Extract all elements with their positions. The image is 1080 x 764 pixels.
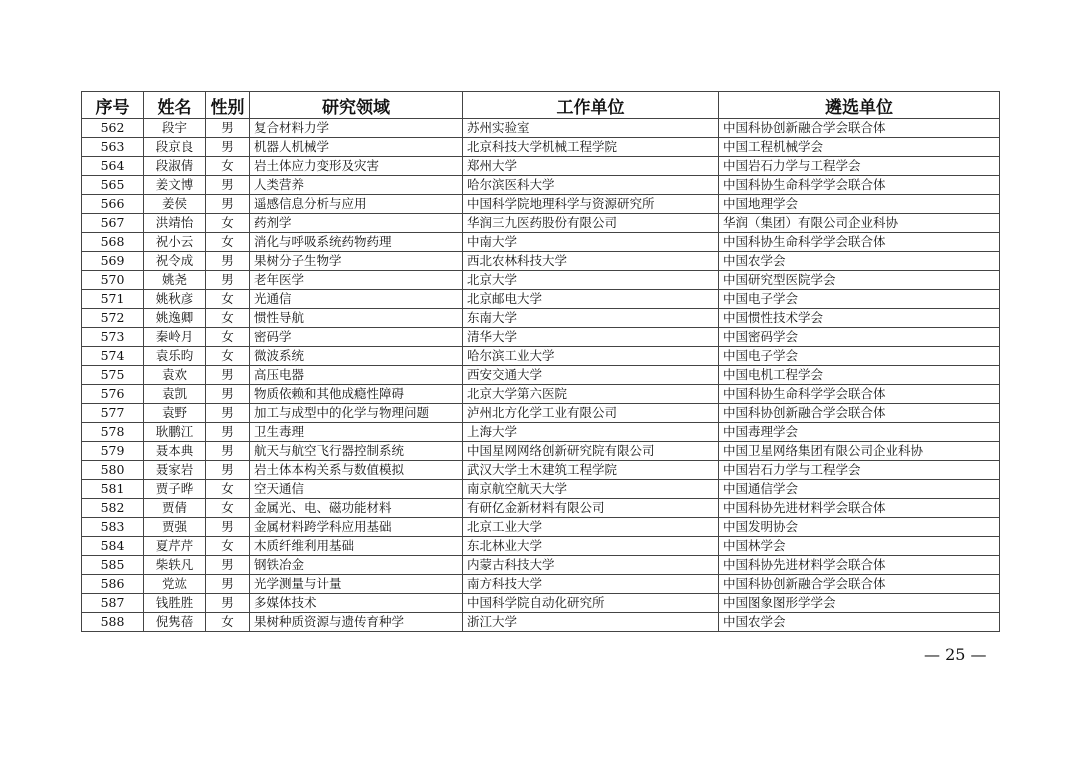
- table-row: [82, 575, 1000, 594]
- cell-gender: 女: [206, 233, 250, 252]
- cell-selection-unit: 中国地理学会: [719, 195, 1000, 214]
- cell-name: 姜文博: [144, 176, 206, 195]
- cell-research-field: 多媒体技术: [250, 594, 463, 613]
- cell-name: 袁欢: [144, 366, 206, 385]
- cell-index: 566: [82, 195, 144, 214]
- cell-research-field: 微波系统: [250, 347, 463, 366]
- cell-name: 姜侯: [144, 195, 206, 214]
- cell-name: 袁凯: [144, 385, 206, 404]
- cell-selection-unit: 中国发明协会: [719, 518, 1000, 537]
- cell-research-field: 药剂学: [250, 214, 463, 233]
- cell-index: 586: [82, 575, 144, 594]
- cell-index: 574: [82, 347, 144, 366]
- cell-name: 倪隽蓓: [144, 613, 206, 632]
- page-number: — 25 —: [924, 645, 987, 664]
- cell-research-field: 空天通信: [250, 480, 463, 499]
- cell-work-unit: 苏州实验室: [463, 119, 719, 138]
- cell-name: 聂家岩: [144, 461, 206, 480]
- cell-selection-unit: 中国农学会: [719, 252, 1000, 271]
- cell-work-unit: 北京大学第六医院: [463, 385, 719, 404]
- cell-selection-unit: 中国工程机械学会: [719, 138, 1000, 157]
- table-body: [82, 119, 1000, 632]
- cell-index: 588: [82, 613, 144, 632]
- cell-gender: 男: [206, 404, 250, 423]
- cell-selection-unit: 华润（集团）有限公司企业科协: [719, 214, 1000, 233]
- table-row: [82, 214, 1000, 233]
- cell-research-field: 老年医学: [250, 271, 463, 290]
- cell-work-unit: 内蒙古科技大学: [463, 556, 719, 575]
- table-row: [82, 404, 1000, 423]
- table-row: [82, 556, 1000, 575]
- table-row: [82, 138, 1000, 157]
- cell-work-unit: 北京邮电大学: [463, 290, 719, 309]
- cell-index: 573: [82, 328, 144, 347]
- cell-name: 聂本典: [144, 442, 206, 461]
- cell-gender: 女: [206, 290, 250, 309]
- table-row: [82, 423, 1000, 442]
- table-row: [82, 385, 1000, 404]
- cell-gender: 男: [206, 138, 250, 157]
- cell-gender: 男: [206, 442, 250, 461]
- cell-work-unit: 中国科学院自动化研究所: [463, 594, 719, 613]
- cell-selection-unit: 中国科协生命科学学会联合体: [719, 233, 1000, 252]
- table-row: [82, 442, 1000, 461]
- cell-index: 570: [82, 271, 144, 290]
- cell-selection-unit: 中国科协创新融合学会联合体: [719, 575, 1000, 594]
- cell-selection-unit: 中国科协先进材料学会联合体: [719, 556, 1000, 575]
- table-row: [82, 195, 1000, 214]
- cell-index: 579: [82, 442, 144, 461]
- table-row: [82, 252, 1000, 271]
- cell-work-unit: 浙江大学: [463, 613, 719, 632]
- cell-gender: 男: [206, 271, 250, 290]
- cell-gender: 男: [206, 119, 250, 138]
- cell-name: 段淑倩: [144, 157, 206, 176]
- cell-research-field: 复合材料力学: [250, 119, 463, 138]
- cell-name: 姚秋彦: [144, 290, 206, 309]
- cell-index: 585: [82, 556, 144, 575]
- cell-research-field: 岩土体本构关系与数值模拟: [250, 461, 463, 480]
- cell-work-unit: 上海大学: [463, 423, 719, 442]
- cell-research-field: 高压电器: [250, 366, 463, 385]
- cell-index: 583: [82, 518, 144, 537]
- cell-index: 582: [82, 499, 144, 518]
- table-row: [82, 518, 1000, 537]
- cell-selection-unit: 中国图象图形学学会: [719, 594, 1000, 613]
- cell-index: 572: [82, 309, 144, 328]
- cell-research-field: 岩土体应力变形及灾害: [250, 157, 463, 176]
- cell-research-field: 加工与成型中的化学与物理问题: [250, 404, 463, 423]
- cell-work-unit: 东北林业大学: [463, 537, 719, 556]
- cell-gender: 女: [206, 347, 250, 366]
- cell-name: 洪靖怡: [144, 214, 206, 233]
- cell-research-field: 木质纤维利用基础: [250, 537, 463, 556]
- cell-work-unit: 华润三九医药股份有限公司: [463, 214, 719, 233]
- cell-selection-unit: 中国卫星网络集团有限公司企业科协: [719, 442, 1000, 461]
- cell-selection-unit: 中国科协创新融合学会联合体: [719, 119, 1000, 138]
- header-work-unit: 工作单位: [463, 92, 719, 119]
- table-row: [82, 233, 1000, 252]
- cell-name: 贾倩: [144, 499, 206, 518]
- cell-gender: 男: [206, 575, 250, 594]
- cell-gender: 男: [206, 461, 250, 480]
- cell-index: 568: [82, 233, 144, 252]
- cell-research-field: 金属材料跨学科应用基础: [250, 518, 463, 537]
- cell-work-unit: 东南大学: [463, 309, 719, 328]
- cell-gender: 男: [206, 366, 250, 385]
- cell-index: 576: [82, 385, 144, 404]
- cell-selection-unit: 中国岩石力学与工程学会: [719, 461, 1000, 480]
- cell-research-field: 卫生毒理: [250, 423, 463, 442]
- cell-selection-unit: 中国林学会: [719, 537, 1000, 556]
- cell-work-unit: 北京工业大学: [463, 518, 719, 537]
- cell-selection-unit: 中国岩石力学与工程学会: [719, 157, 1000, 176]
- table-row: [82, 537, 1000, 556]
- cell-name: 姚尧: [144, 271, 206, 290]
- table-row: [82, 613, 1000, 632]
- cell-name: 袁乐昀: [144, 347, 206, 366]
- cell-gender: 男: [206, 594, 250, 613]
- cell-name: 段京良: [144, 138, 206, 157]
- cell-name: 贾子晔: [144, 480, 206, 499]
- cell-work-unit: 北京科技大学机械工程学院: [463, 138, 719, 157]
- cell-work-unit: 南方科技大学: [463, 575, 719, 594]
- table-row: [82, 347, 1000, 366]
- cell-selection-unit: 中国科协生命科学学会联合体: [719, 385, 1000, 404]
- table-header-row: [82, 92, 1000, 119]
- cell-index: 587: [82, 594, 144, 613]
- cell-work-unit: 武汉大学土木建筑工程学院: [463, 461, 719, 480]
- cell-name: 姚逸卿: [144, 309, 206, 328]
- cell-work-unit: 北京大学: [463, 271, 719, 290]
- cell-research-field: 人类营养: [250, 176, 463, 195]
- cell-research-field: 光学测量与计量: [250, 575, 463, 594]
- cell-selection-unit: 中国研究型医院学会: [719, 271, 1000, 290]
- cell-research-field: 果树种质资源与遗传育种学: [250, 613, 463, 632]
- table-row: [82, 480, 1000, 499]
- cell-work-unit: 哈尔滨医科大学: [463, 176, 719, 195]
- cell-selection-unit: 中国密码学会: [719, 328, 1000, 347]
- cell-selection-unit: 中国农学会: [719, 613, 1000, 632]
- cell-gender: 女: [206, 480, 250, 499]
- cell-research-field: 果树分子生物学: [250, 252, 463, 271]
- cell-name: 夏芹芹: [144, 537, 206, 556]
- cell-gender: 女: [206, 157, 250, 176]
- cell-selection-unit: 中国电子学会: [719, 347, 1000, 366]
- cell-work-unit: 中国星网网络创新研究院有限公司: [463, 442, 719, 461]
- table-row: [82, 290, 1000, 309]
- table-row: [82, 594, 1000, 613]
- header-research-field: 研究领域: [250, 92, 463, 119]
- cell-selection-unit: 中国毒理学会: [719, 423, 1000, 442]
- cell-work-unit: 南京航空航天大学: [463, 480, 719, 499]
- cell-selection-unit: 中国科协生命科学学会联合体: [719, 176, 1000, 195]
- cell-work-unit: 有研亿金新材料有限公司: [463, 499, 719, 518]
- cell-gender: 男: [206, 195, 250, 214]
- cell-gender: 男: [206, 252, 250, 271]
- cell-research-field: 金属光、电、磁功能材料: [250, 499, 463, 518]
- cell-research-field: 光通信: [250, 290, 463, 309]
- cell-gender: 女: [206, 328, 250, 347]
- table-row: [82, 119, 1000, 138]
- cell-gender: 女: [206, 214, 250, 233]
- table-row: [82, 157, 1000, 176]
- cell-name: 祝令成: [144, 252, 206, 271]
- cell-gender: 男: [206, 518, 250, 537]
- cell-gender: 女: [206, 537, 250, 556]
- cell-selection-unit: 中国通信学会: [719, 480, 1000, 499]
- candidate-table: [81, 91, 1000, 632]
- cell-index: 564: [82, 157, 144, 176]
- cell-work-unit: 郑州大学: [463, 157, 719, 176]
- table-row: [82, 499, 1000, 518]
- cell-index: 563: [82, 138, 144, 157]
- cell-research-field: 物质依赖和其他成瘾性障碍: [250, 385, 463, 404]
- cell-gender: 女: [206, 309, 250, 328]
- cell-index: 571: [82, 290, 144, 309]
- header-selection-unit: 遴选单位: [719, 92, 1000, 119]
- cell-work-unit: 西北农林科技大学: [463, 252, 719, 271]
- cell-selection-unit: 中国惯性技术学会: [719, 309, 1000, 328]
- cell-index: 577: [82, 404, 144, 423]
- cell-gender: 女: [206, 613, 250, 632]
- cell-work-unit: 泸州北方化学工业有限公司: [463, 404, 719, 423]
- cell-work-unit: 西安交通大学: [463, 366, 719, 385]
- table-row: [82, 271, 1000, 290]
- header-index: 序号: [82, 92, 144, 119]
- cell-research-field: 惯性导航: [250, 309, 463, 328]
- table-row: [82, 328, 1000, 347]
- cell-index: 580: [82, 461, 144, 480]
- cell-research-field: 遥感信息分析与应用: [250, 195, 463, 214]
- cell-work-unit: 中国科学院地理科学与资源研究所: [463, 195, 719, 214]
- cell-name: 袁野: [144, 404, 206, 423]
- cell-selection-unit: 中国科协先进材料学会联合体: [719, 499, 1000, 518]
- cell-name: 祝小云: [144, 233, 206, 252]
- cell-name: 柴轶凡: [144, 556, 206, 575]
- cell-name: 段宇: [144, 119, 206, 138]
- cell-selection-unit: 中国电机工程学会: [719, 366, 1000, 385]
- cell-research-field: 消化与呼吸系统药物药理: [250, 233, 463, 252]
- cell-index: 565: [82, 176, 144, 195]
- cell-index: 581: [82, 480, 144, 499]
- header-name: 姓名: [144, 92, 206, 119]
- cell-index: 575: [82, 366, 144, 385]
- table-row: [82, 461, 1000, 480]
- cell-research-field: 航天与航空飞行器控制系统: [250, 442, 463, 461]
- header-gender: 性别: [206, 92, 250, 119]
- cell-index: 567: [82, 214, 144, 233]
- cell-research-field: 密码学: [250, 328, 463, 347]
- cell-selection-unit: 中国电子学会: [719, 290, 1000, 309]
- cell-work-unit: 中南大学: [463, 233, 719, 252]
- cell-gender: 男: [206, 176, 250, 195]
- cell-name: 党竑: [144, 575, 206, 594]
- cell-index: 562: [82, 119, 144, 138]
- cell-gender: 男: [206, 423, 250, 442]
- cell-research-field: 钢铁冶金: [250, 556, 463, 575]
- table-row: [82, 176, 1000, 195]
- cell-gender: 男: [206, 385, 250, 404]
- cell-name: 秦岭月: [144, 328, 206, 347]
- cell-index: 584: [82, 537, 144, 556]
- cell-name: 钱胜胜: [144, 594, 206, 613]
- cell-name: 贾强: [144, 518, 206, 537]
- cell-gender: 男: [206, 556, 250, 575]
- cell-selection-unit: 中国科协创新融合学会联合体: [719, 404, 1000, 423]
- table-row: [82, 309, 1000, 328]
- cell-gender: 女: [206, 499, 250, 518]
- cell-work-unit: 清华大学: [463, 328, 719, 347]
- cell-name: 耿鹏江: [144, 423, 206, 442]
- cell-research-field: 机器人机械学: [250, 138, 463, 157]
- table-row: [82, 366, 1000, 385]
- cell-index: 569: [82, 252, 144, 271]
- cell-index: 578: [82, 423, 144, 442]
- cell-work-unit: 哈尔滨工业大学: [463, 347, 719, 366]
